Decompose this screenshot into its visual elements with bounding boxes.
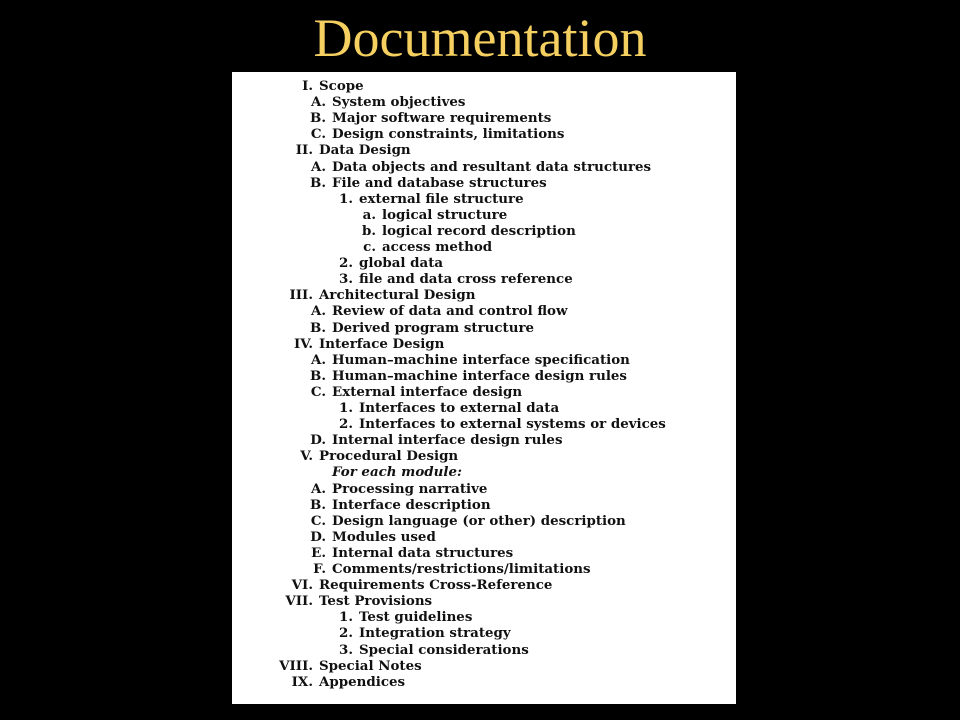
outline-label: 2. [339,255,353,272]
outline-item [296,384,522,400]
outline-label: VIII. [279,657,313,674]
outline-item [261,448,458,464]
outline-label: F. [313,561,326,577]
outline-text: Design constraints, limitations [332,126,565,143]
outline-item [356,239,492,255]
outline-item [296,126,564,142]
outline-text: Review of data and control flow [332,303,568,320]
outline-text: External interface design [332,383,523,400]
outline-label: B. [310,496,326,513]
outline-label: B. [310,110,326,127]
outline-label: I. [302,78,313,94]
outline-label: IV. [294,335,313,352]
outline-label: B. [310,174,326,191]
outline-label: IX. [291,673,313,690]
outline-item [329,271,573,287]
outline-label: A. [310,158,326,175]
outline-text: Appendices [319,673,406,690]
outline-text: Integration strategy [359,625,511,642]
outline-label: II. [295,142,313,159]
outline-item [329,191,524,207]
outline-item [296,320,534,336]
outline-label: 1. [339,609,353,626]
outline-text: Special Notes [319,657,422,674]
outline-item [296,175,547,191]
outline-text: Human–machine interface specification [332,351,630,368]
outline-label: b. [361,222,376,239]
outline-text: Interfaces to external data [359,400,560,416]
outline-text: Interface Design [319,335,445,352]
outline-label: A. [310,303,326,320]
outline-item [296,529,436,545]
outline-text: Requirements Cross-Reference [319,577,553,594]
outline-text: Architectural Design [319,287,476,304]
outline-text: global data [359,255,444,272]
outline-item [296,159,651,175]
outline-text: Internal interface design rules [332,432,563,449]
outline-text: Special considerations [359,641,529,658]
outline-item [296,352,630,368]
outline-text: Interface description [332,496,491,513]
outline-item [329,416,666,432]
outline-text: Data objects and resultant data structures [332,158,652,175]
outline-text: Human–machine interface design rules [332,367,627,384]
outline-label: C. [310,512,326,529]
outline-text: Major software requirements [332,110,552,127]
outline-item [261,336,444,352]
outline-text: File and database structures [332,174,547,191]
outline-label: C. [310,383,326,400]
outline-label: A. [310,480,326,497]
outline-label: a. [362,206,376,223]
outline-label: 2. [339,625,353,642]
outline-item [296,561,591,577]
outline-label: A. [310,351,326,368]
outline-item [329,642,529,658]
outline-item [261,593,432,609]
outline-text: external file structure [359,190,524,207]
outline-item [329,255,443,271]
outline-item [261,287,476,303]
outline-label: D. [310,528,326,545]
outline-text: System objectives [332,94,466,111]
outline-text: Internal data structures [332,544,514,561]
outline-text: Derived program structure [332,319,535,336]
outline-text: file and data cross reference [359,271,573,288]
outline-text: Test Provisions [319,593,433,610]
outline-label: VII. [285,593,313,610]
outline-label: E. [311,544,326,561]
outline-label: B. [310,319,326,336]
outline-text: Data Design [319,142,411,159]
outline-label: 3. [339,271,353,288]
outline-text: logical structure [382,206,508,223]
outline-text: Test guidelines [359,609,473,626]
outline-item [261,674,405,690]
outline-label: C. [310,126,326,143]
outline-text: Procedural Design [319,448,459,465]
outline-item [296,432,562,448]
outline-text: access method [382,239,493,255]
outline-label: D. [310,432,326,449]
outline-label: 3. [339,641,353,658]
outline-text: logical record description [382,222,576,239]
outline-item [296,464,462,480]
outline-item [261,577,552,593]
outline-item [356,223,576,239]
outline-label: III. [289,287,313,304]
outline-item [296,368,627,384]
outline-item [261,142,411,158]
outline-label: c. [363,239,376,255]
outline-item [261,78,364,94]
outline-item [296,497,491,513]
outline-label: VI. [291,577,313,594]
outline-item [356,207,507,223]
outline-text: Comments/restrictions/limitations [332,561,591,577]
outline-item [296,94,465,110]
outline-text: For each module: [332,464,462,481]
outline-text: Interfaces to external systems or devices [359,416,666,433]
outline-label: 1. [339,400,353,416]
outline-text: Modules used [332,528,436,545]
outline-label: 1. [339,190,353,207]
outline-label: 2. [339,416,353,433]
outline-label: B. [310,367,326,384]
slide-title: Documentation [313,8,647,68]
outline-text: Processing narrative [332,480,488,497]
outline-item [329,400,559,416]
outline-text: Scope [319,78,364,94]
outline-item [296,513,626,529]
outline-label: V. [300,448,313,465]
outline-item [329,625,511,641]
outline-item [296,481,487,497]
outline-label: A. [310,94,326,111]
outline-item [296,303,568,319]
outline-item [296,110,551,126]
outline-item [261,658,422,674]
outline-text: Design language (or other) description [332,512,626,529]
outline-item [296,545,513,561]
document-page [232,72,736,704]
outline-item [329,609,472,625]
